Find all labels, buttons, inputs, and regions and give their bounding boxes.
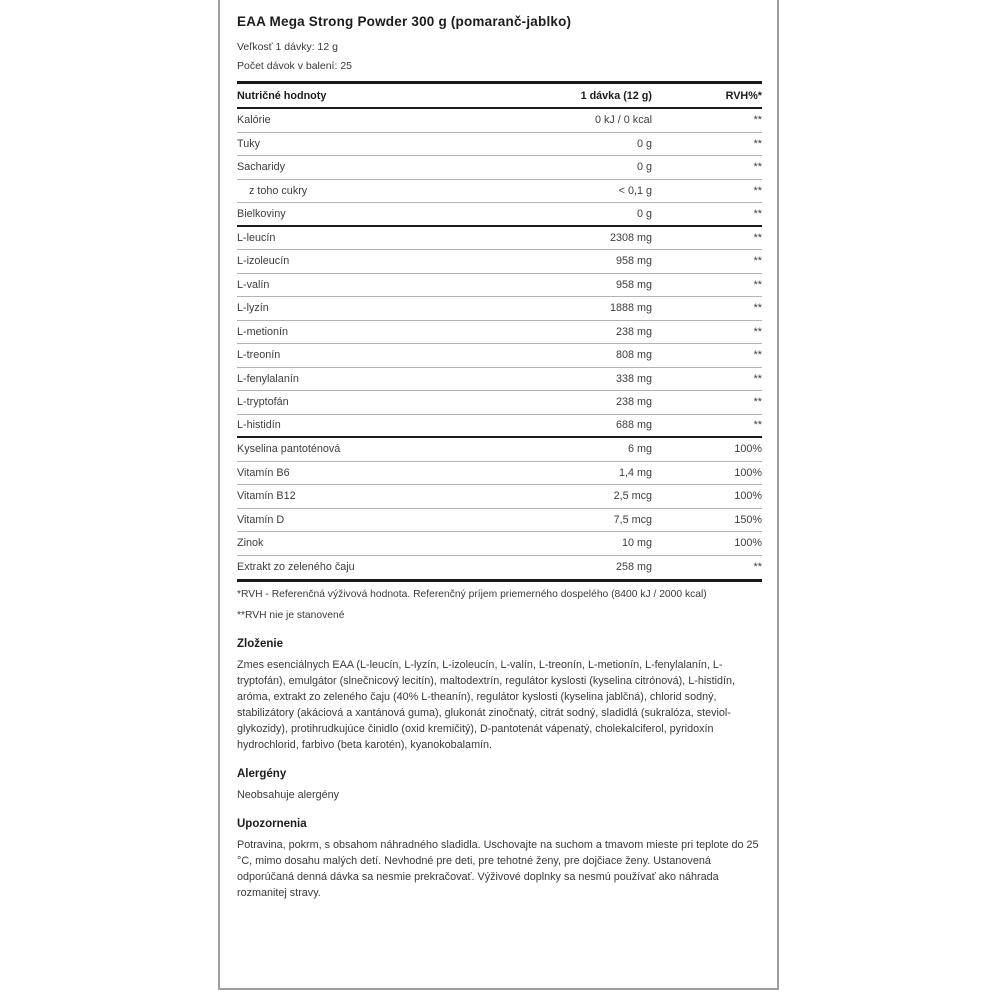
table-header-row bbox=[237, 84, 762, 109]
nutrient-row-kalorie: Kalórie 0 kJ / 0 kcal ** bbox=[237, 109, 762, 133]
serving-size-line: Veľkosť 1 dávky: 12 g bbox=[237, 41, 338, 53]
allergens-text: Neobsahuje alergény bbox=[237, 789, 340, 801]
nutrient-row-sacharidy: Sacharidy 0 g ** bbox=[237, 156, 762, 180]
col-header-rvh: RVH%* bbox=[725, 89, 762, 102]
ingredients-heading: Zloženie bbox=[237, 638, 284, 650]
ingredients-text: Zmes esenciálnych EAA (L-leucín, L-lyzín, L-izoleucín, L-valín, L-treonín, L-metionín, L-fenylalanín, L-tryptofán), emulgátor (slnečnicový lecitín), maltodextrín, regulátor kyslosti (kyselina citrónová), L-histidín, aróma, extrakt zo zeleného čaju (40% L-theanín), regulátor kyslosti (kyselina jablčná), chlorid sodný, stabilizátory (akáciová a xantánová guma), glukonát zinočnatý, citrát sodný, sladidlá (sukralóza, steviol-glykozidy), protihrudkujúce činidlo (oxid kremičitý), D-pantotenát vápenatý, cholekalciferol, pyridoxín hydrochlorid, farbivo (beta karotén), kyanokobalamín. bbox=[237, 659, 736, 751]
warnings-heading: Upozornenia bbox=[237, 818, 307, 830]
col-header-per-serving: 1 dávka (12 g) bbox=[580, 89, 652, 102]
nutrient-row-metionin: L-metionín 238 mg ** bbox=[237, 321, 762, 345]
nutrient-row-zeleny-caj: Extrakt zo zeleného čaju 258 mg ** bbox=[237, 561, 762, 574]
nutrient-row-valin: L-valín 958 mg ** bbox=[237, 274, 762, 298]
nutrient-row-vitamin-d: Vitamín D 7,5 mcg 150% bbox=[237, 509, 762, 533]
nutrient-row-treonin: L-treonín 808 mg ** bbox=[237, 344, 762, 368]
nutrition-table bbox=[237, 81, 762, 582]
nutrient-row-vitamin-b12: Vitamín B12 2,5 mcg 100% bbox=[237, 485, 762, 509]
servings-count-line: Počet dávok v balení: 25 bbox=[237, 60, 352, 72]
nutrition-label bbox=[218, 0, 779, 990]
nutrient-row-vitamin-b6: Vitamín B6 1,4 mg 100% bbox=[237, 462, 762, 486]
footnote-rvh-not-set: **RVH nie je stanovené bbox=[237, 609, 345, 621]
warnings-text: Potravina, pokrm, s obsahom náhradného sladidla. Uschovajte na suchom a tmavom mieste pri teplote do 25 °C, mimo dosahu malých detí. Nevhodné pre deti, pre tehotné ženy, pre dojčiace ženy. Ustanovená odporúčaná denná dávka sa nesmie prekračovať. Výživové doplnky sa nesmú používať ako náhrada rozmanitej stravy. bbox=[237, 839, 759, 899]
nutrient-row-tuky: Tuky 0 g ** bbox=[237, 133, 762, 157]
nutrient-row-izoleucin: L-izoleucín 958 mg ** bbox=[237, 250, 762, 274]
nutrient-row-leucin: L-leucín 2308 mg ** bbox=[237, 227, 762, 251]
nutrient-row-zinok: Zinok 10 mg 100% bbox=[237, 532, 762, 556]
nutrient-row-pantotenova: Kyselina pantoténová 6 mg 100% bbox=[237, 438, 762, 462]
col-header-nutrient: Nutričné hodnoty bbox=[237, 89, 327, 102]
product-title: EAA Mega Strong Powder 300 g (pomaranč-jablko) bbox=[237, 14, 572, 29]
nutrient-row-histidin: L-histidín 688 mg ** bbox=[237, 415, 762, 439]
nutrient-row-cukry: z toho cukry < 0,1 g ** bbox=[237, 180, 762, 204]
nutrient-row-bielkoviny: Bielkoviny 0 g ** bbox=[237, 203, 762, 227]
nutrient-row-fenylalanin: L-fenylalanín 338 mg ** bbox=[237, 368, 762, 392]
nutrient-row-tryptofan: L-tryptofán 238 mg ** bbox=[237, 391, 762, 415]
footnote-rvh-definition: *RVH - Referenčná výživová hodnota. Referenčný príjem priemerného dospelého (8400 kJ / 2000 kcal) bbox=[237, 589, 707, 600]
nutrient-row-lyzin: L-lyzín 1888 mg ** bbox=[237, 297, 762, 321]
allergens-heading: Alergény bbox=[237, 768, 287, 780]
